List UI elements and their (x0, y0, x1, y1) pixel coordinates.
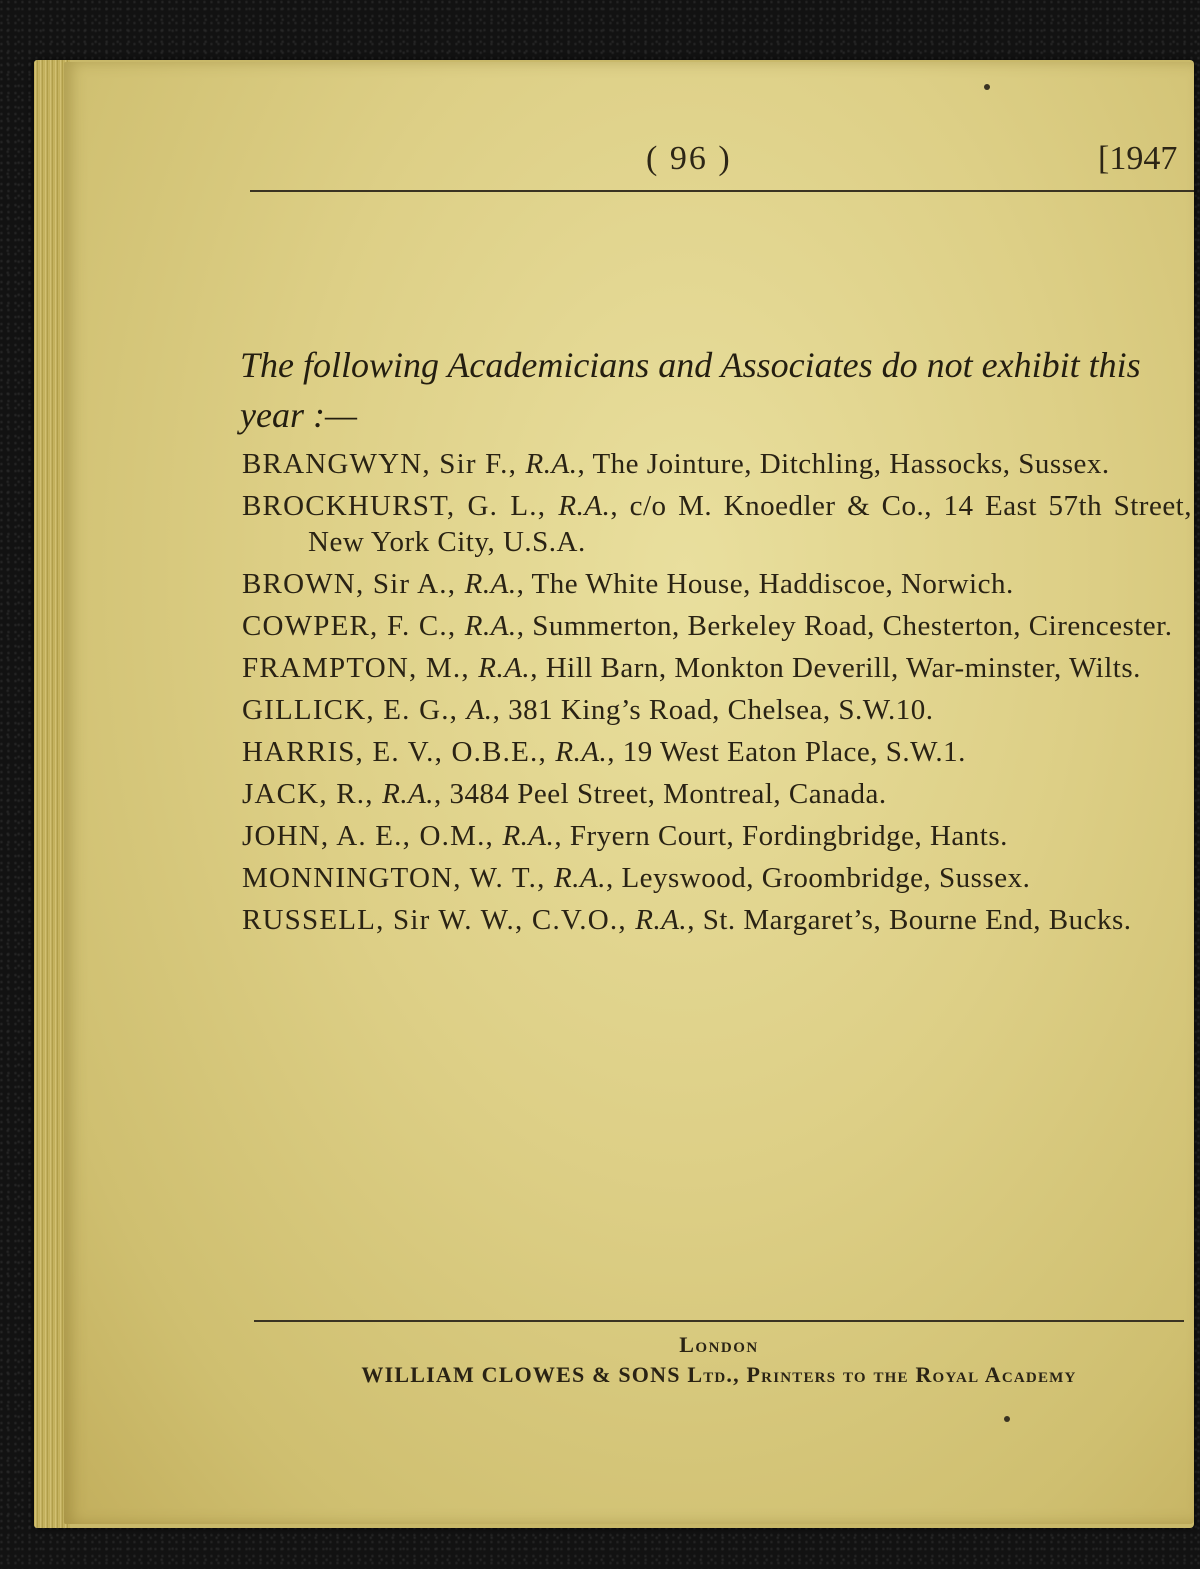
list-item (242, 776, 1192, 812)
section-heading: The following Academicians and Associates do not exhibit this year :— (240, 345, 1141, 435)
footer-rule (254, 1320, 1184, 1322)
member-title: R.A. (382, 778, 435, 810)
member-title: R.A. (635, 904, 688, 936)
member-name: MONNINGTON, W. T., (242, 862, 555, 894)
member-title: R.A. (525, 448, 578, 480)
ink-speck (1004, 1416, 1010, 1422)
member-title: R.A. (502, 820, 555, 852)
member-name: HARRIS, E. V., O.B.E., (242, 736, 556, 768)
member-address: , St. Margaret’s, Bourne End, Bucks. (687, 904, 1132, 936)
member-title: R.A. (554, 862, 606, 894)
member-name: COWPER, F. C., (242, 610, 465, 642)
running-header (250, 140, 1194, 190)
member-address: , c/o M. Knoedler & Co., 14 East 57th Street, New York City, U.S.A. (308, 490, 1192, 558)
member-address: , 381 King’s Road, Chelsea, S.W.10. (492, 694, 934, 726)
list-item (242, 488, 1192, 560)
member-name: FRAMPTON, M., (242, 652, 479, 684)
imprint-printer: WILLIAM CLOWES & SONS Ltd., Printers to the Royal Academy (361, 1362, 1077, 1387)
list-item (242, 734, 1192, 770)
ink-speck (984, 84, 990, 90)
member-address: , 19 West Eaton Place, S.W.1. (607, 736, 966, 768)
member-address: , 3484 Peel Street, Montreal, Canada. (434, 778, 887, 810)
member-title: R.A. (558, 490, 611, 522)
list-item (242, 608, 1192, 644)
member-title: R.A. (555, 736, 608, 768)
list-item (242, 566, 1192, 602)
member-list (242, 446, 1192, 944)
member-name: BROCKHURST, G. L., (242, 490, 559, 522)
member-name: BROWN, Sir A., (242, 568, 465, 600)
imprint-city: London (679, 1332, 759, 1357)
member-name: JOHN, A. E., O.M., (242, 820, 503, 852)
list-item (242, 818, 1192, 854)
member-title: R.A. (478, 652, 531, 684)
header-rule (250, 190, 1194, 192)
member-address: , Summerton, Berkeley Road, Chesterton, Cirencester. (516, 610, 1173, 642)
page-content (64, 62, 1194, 1524)
member-address: , Fryern Court, Fordingbridge, Hants. (554, 820, 1008, 852)
member-name: GILLICK, E. G., (242, 694, 467, 726)
member-address: , Hill Barn, Monkton Deverill, War-minster, Wilts. (530, 652, 1141, 684)
member-address: , The White House, Haddiscoe, Norwich. (516, 568, 1014, 600)
list-item (242, 650, 1192, 686)
list-item (242, 902, 1192, 938)
member-title: R.A. (464, 610, 517, 642)
member-name: RUSSELL, Sir W. W., C.V.O., (242, 904, 636, 936)
list-item (242, 860, 1192, 896)
page-year: [1947 (1098, 140, 1178, 177)
list-item (242, 446, 1192, 482)
list-item (242, 692, 1192, 728)
book-page (64, 62, 1194, 1524)
member-title: R.A. (464, 568, 517, 600)
member-name: BRANGWYN, Sir F., (242, 448, 526, 480)
member-name: JACK, R., (242, 778, 383, 810)
member-title: A. (466, 694, 493, 726)
member-address: , Leyswood, Groombridge, Sussex. (605, 862, 1031, 894)
page-number: ( 96 ) (646, 140, 732, 177)
member-address: , The Jointure, Ditchling, Hassocks, Sussex. (577, 448, 1110, 480)
